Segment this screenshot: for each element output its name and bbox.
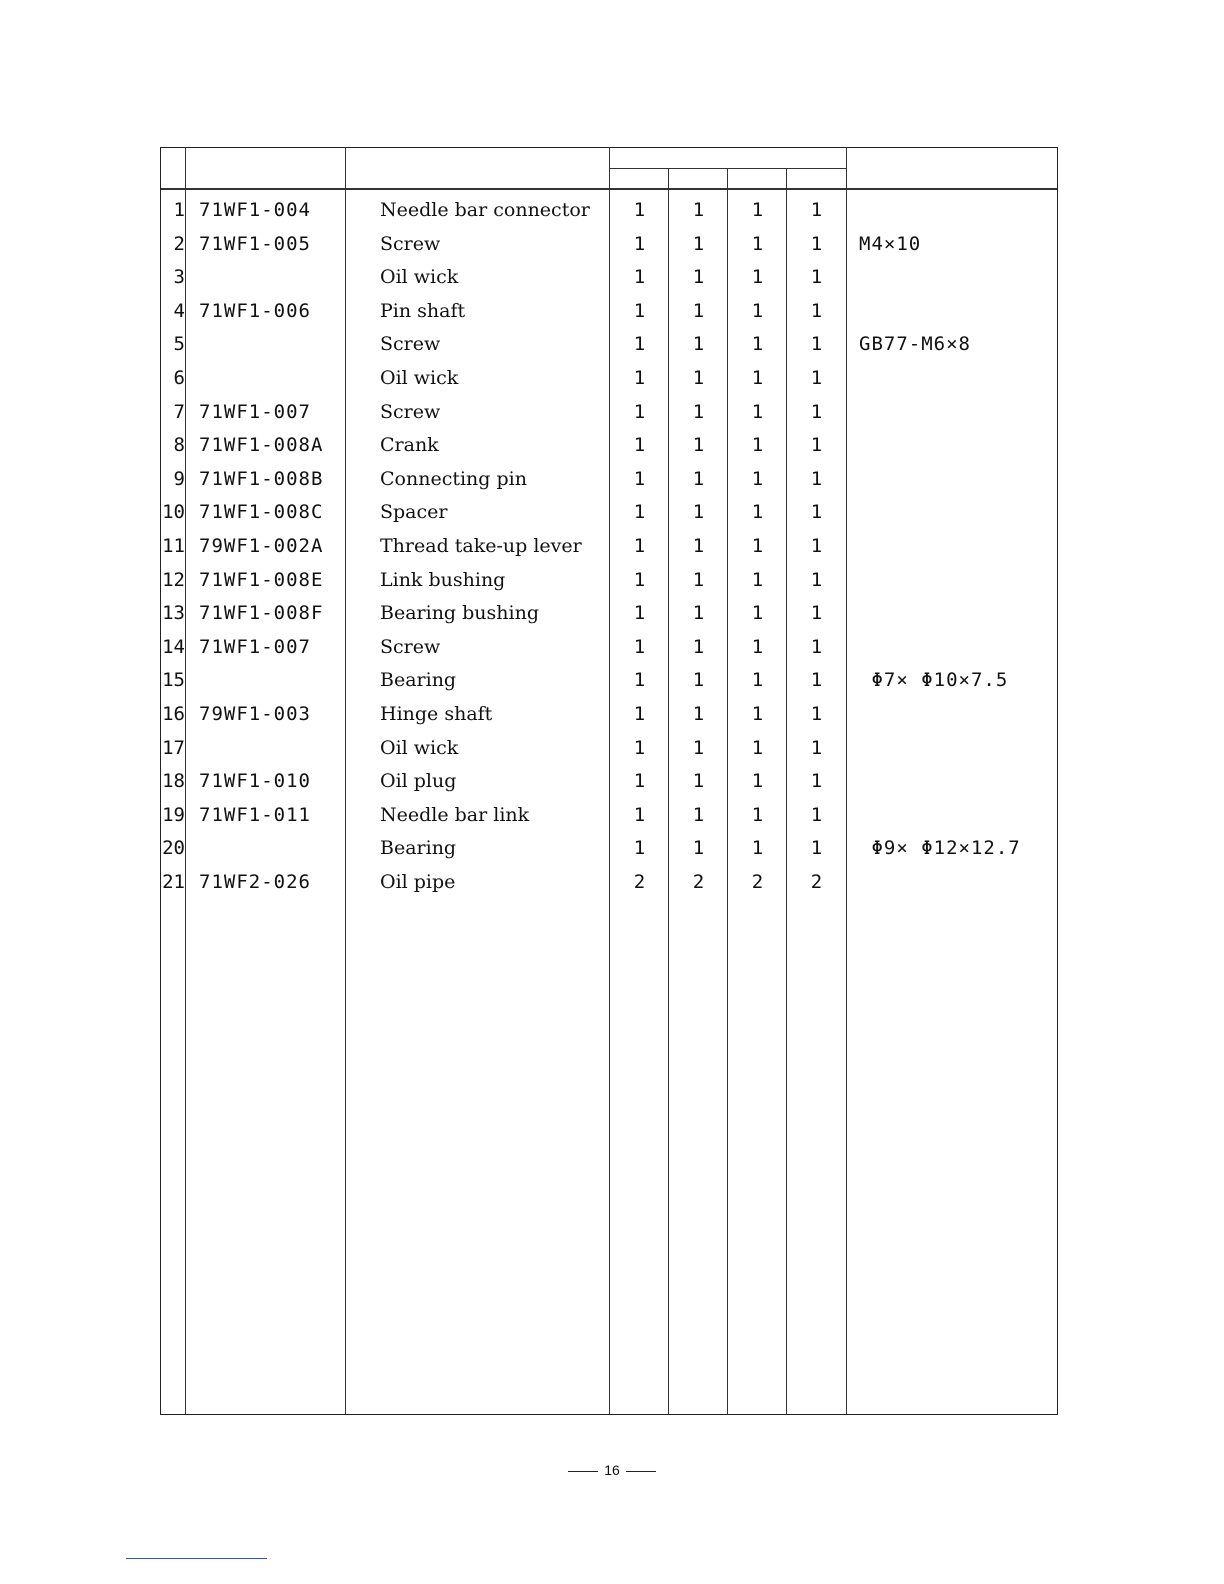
quantity-3: 1 — [751, 501, 764, 524]
quantity-2: 1 — [692, 803, 705, 826]
quantity-4: 1 — [810, 568, 823, 591]
part-description: Oil wick — [380, 266, 459, 289]
quantity-4: 1 — [810, 367, 823, 389]
table-row — [161, 296, 1057, 330]
table-row — [161, 497, 1057, 531]
part-number: 71WF1-007 — [199, 400, 311, 423]
quantity-3: 1 — [751, 333, 764, 356]
table-row — [161, 800, 1057, 834]
row-number: 13 — [162, 602, 185, 625]
quantity-2: 1 — [692, 635, 705, 658]
table-row — [161, 229, 1057, 263]
quantity-1: 1 — [633, 299, 646, 322]
quantity-2: 1 — [692, 703, 705, 725]
part-description: Bearing — [380, 669, 457, 692]
quantity-1: 1 — [633, 434, 646, 457]
row-number: 11 — [162, 535, 185, 557]
quantity-4: 1 — [810, 199, 823, 221]
part-number: 71WF1-007 — [199, 635, 311, 658]
quantity-4: 1 — [810, 333, 823, 356]
part-number: 79WF1-002A — [199, 535, 324, 557]
part-description: Oil wick — [380, 367, 459, 389]
footnote-rule — [126, 1558, 267, 1559]
table-row — [161, 363, 1057, 397]
part-description: Screw — [380, 400, 441, 423]
part-number: 71WF1-006 — [199, 299, 311, 322]
quantity-2: 1 — [692, 299, 705, 322]
quantity-1: 1 — [633, 467, 646, 490]
part-number: 71WF1-005 — [199, 232, 311, 255]
quantity-4: 1 — [810, 770, 823, 793]
part-description: Link bushing — [380, 568, 506, 591]
row-number: 10 — [162, 501, 185, 524]
part-number: 71WF1-008A — [199, 434, 324, 457]
table-row — [161, 733, 1057, 767]
table-row — [161, 632, 1057, 666]
quantity-1: 1 — [633, 635, 646, 658]
quantity-4: 1 — [810, 703, 823, 725]
row-number: 7 — [173, 400, 185, 423]
quantity-4: 1 — [810, 232, 823, 255]
row-number: 5 — [173, 333, 185, 356]
table-row — [161, 766, 1057, 800]
row-number: 18 — [162, 770, 185, 793]
quantity-3: 1 — [751, 299, 764, 322]
quantity-2: 1 — [692, 770, 705, 793]
row-number: 12 — [162, 568, 185, 591]
table-row — [161, 262, 1057, 296]
row-number: 19 — [162, 803, 185, 826]
quantity-1: 1 — [633, 736, 646, 759]
row-number: 20 — [162, 837, 185, 860]
table-row — [161, 699, 1057, 733]
qty-header-rule — [610, 168, 847, 169]
quantity-4: 1 — [810, 602, 823, 625]
quantity-2: 1 — [692, 467, 705, 490]
row-number: 3 — [173, 266, 185, 289]
row-number: 14 — [162, 635, 185, 658]
remark: Φ9× Φ12×12.7 — [859, 837, 1021, 860]
part-description: Screw — [380, 635, 441, 658]
quantity-3: 1 — [751, 367, 764, 389]
quantity-3: 2 — [751, 871, 764, 893]
quantity-4: 1 — [810, 669, 823, 692]
quantity-1: 1 — [633, 837, 646, 860]
part-number: 71WF1-008F — [199, 602, 324, 625]
quantity-3: 1 — [751, 669, 764, 692]
quantity-1: 1 — [633, 703, 646, 725]
quantity-3: 1 — [751, 266, 764, 289]
part-description: Bearing — [380, 837, 457, 860]
part-description: Screw — [380, 232, 441, 255]
page-footer — [0, 1462, 1224, 1478]
row-number: 6 — [173, 367, 185, 389]
quantity-1: 1 — [633, 669, 646, 692]
table-row — [161, 195, 1057, 229]
table-row — [161, 464, 1057, 498]
quantity-3: 1 — [751, 400, 764, 423]
quantity-3: 1 — [751, 635, 764, 658]
quantity-2: 1 — [692, 333, 705, 356]
table-row — [161, 531, 1057, 565]
table-row — [161, 598, 1057, 632]
table-row — [161, 867, 1057, 901]
table-row — [161, 397, 1057, 431]
part-description: Crank — [380, 434, 439, 457]
quantity-3: 1 — [751, 232, 764, 255]
row-number: 15 — [162, 669, 185, 692]
quantity-1: 1 — [633, 333, 646, 356]
quantity-1: 1 — [633, 803, 646, 826]
quantity-4: 1 — [810, 736, 823, 759]
quantity-2: 1 — [692, 602, 705, 625]
quantity-4: 1 — [810, 266, 823, 289]
part-number: 71WF1-010 — [199, 770, 311, 793]
quantity-4: 1 — [810, 400, 823, 423]
quantity-1: 1 — [633, 770, 646, 793]
table-row — [161, 833, 1057, 867]
quantity-2: 1 — [692, 266, 705, 289]
part-number: 71WF1-011 — [199, 803, 311, 826]
footer-dash-left — [568, 1471, 598, 1472]
part-number: 71WF2-026 — [199, 871, 311, 893]
quantity-3: 1 — [751, 535, 764, 557]
quantity-2: 1 — [692, 669, 705, 692]
row-number: 21 — [162, 871, 185, 893]
row-number: 17 — [162, 736, 185, 759]
quantity-2: 1 — [692, 434, 705, 457]
quantity-3: 1 — [751, 736, 764, 759]
quantity-2: 1 — [692, 400, 705, 423]
parts-table — [160, 147, 1058, 1415]
quantity-3: 1 — [751, 467, 764, 490]
quantity-3: 1 — [751, 568, 764, 591]
row-number: 16 — [162, 703, 185, 725]
quantity-1: 1 — [633, 568, 646, 591]
row-number: 8 — [173, 434, 185, 457]
remark: GB77-M6×8 — [859, 333, 971, 356]
part-description: Bearing bushing — [380, 602, 539, 625]
row-number: 4 — [173, 299, 185, 322]
row-number: 2 — [173, 232, 185, 255]
part-number: 71WF1-004 — [199, 199, 311, 221]
row-number: 9 — [173, 467, 185, 490]
quantity-1: 1 — [633, 232, 646, 255]
quantity-1: 1 — [633, 400, 646, 423]
table-row — [161, 329, 1057, 363]
quantity-4: 1 — [810, 803, 823, 826]
part-description: Thread take-up lever — [380, 535, 582, 557]
quantity-2: 1 — [692, 736, 705, 759]
part-description: Oil plug — [380, 770, 457, 793]
part-description: Oil wick — [380, 736, 459, 759]
quantity-1: 1 — [633, 367, 646, 389]
part-number: 71WF1-008E — [199, 568, 324, 591]
quantity-3: 1 — [751, 770, 764, 793]
part-number: 79WF1-003 — [199, 703, 311, 725]
quantity-1: 1 — [633, 266, 646, 289]
part-description: Oil pipe — [380, 871, 456, 893]
quantity-3: 1 — [751, 837, 764, 860]
quantity-1: 2 — [633, 871, 646, 893]
quantity-2: 1 — [692, 232, 705, 255]
quantity-1: 1 — [633, 535, 646, 557]
quantity-4: 1 — [810, 635, 823, 658]
quantity-2: 1 — [692, 501, 705, 524]
quantity-3: 1 — [751, 703, 764, 725]
part-description: Spacer — [380, 501, 448, 524]
quantity-2: 1 — [692, 568, 705, 591]
part-number: 71WF1-008B — [199, 467, 324, 490]
table-row — [161, 665, 1057, 699]
quantity-1: 1 — [633, 199, 646, 221]
quantity-2: 1 — [692, 199, 705, 221]
quantity-4: 1 — [810, 837, 823, 860]
quantity-3: 1 — [751, 602, 764, 625]
part-description: Connecting pin — [380, 467, 527, 490]
row-number: 1 — [173, 199, 185, 221]
quantity-4: 1 — [810, 299, 823, 322]
part-description: Hinge shaft — [380, 703, 493, 725]
table-row — [161, 565, 1057, 599]
quantity-4: 2 — [810, 871, 823, 893]
part-description: Needle bar link — [380, 803, 530, 826]
quantity-2: 1 — [692, 367, 705, 389]
footer-dash-right — [626, 1471, 656, 1472]
quantity-4: 1 — [810, 535, 823, 557]
quantity-4: 1 — [810, 434, 823, 457]
table-row — [161, 430, 1057, 464]
quantity-3: 1 — [751, 199, 764, 221]
quantity-4: 1 — [810, 501, 823, 524]
quantity-2: 1 — [692, 535, 705, 557]
quantity-1: 1 — [633, 501, 646, 524]
part-description: Pin shaft — [380, 299, 466, 322]
part-description: Screw — [380, 333, 441, 356]
quantity-3: 1 — [751, 434, 764, 457]
remark: Φ7× Φ10×7.5 — [859, 669, 1009, 692]
quantity-1: 1 — [633, 602, 646, 625]
quantity-3: 1 — [751, 803, 764, 826]
quantity-2: 1 — [692, 837, 705, 860]
part-description: Needle bar connector — [380, 199, 590, 221]
part-number: 71WF1-008C — [199, 501, 324, 524]
quantity-2: 2 — [692, 871, 705, 893]
quantity-4: 1 — [810, 467, 823, 490]
remark: M4×10 — [859, 232, 922, 255]
page-number: 16 — [604, 1462, 620, 1478]
